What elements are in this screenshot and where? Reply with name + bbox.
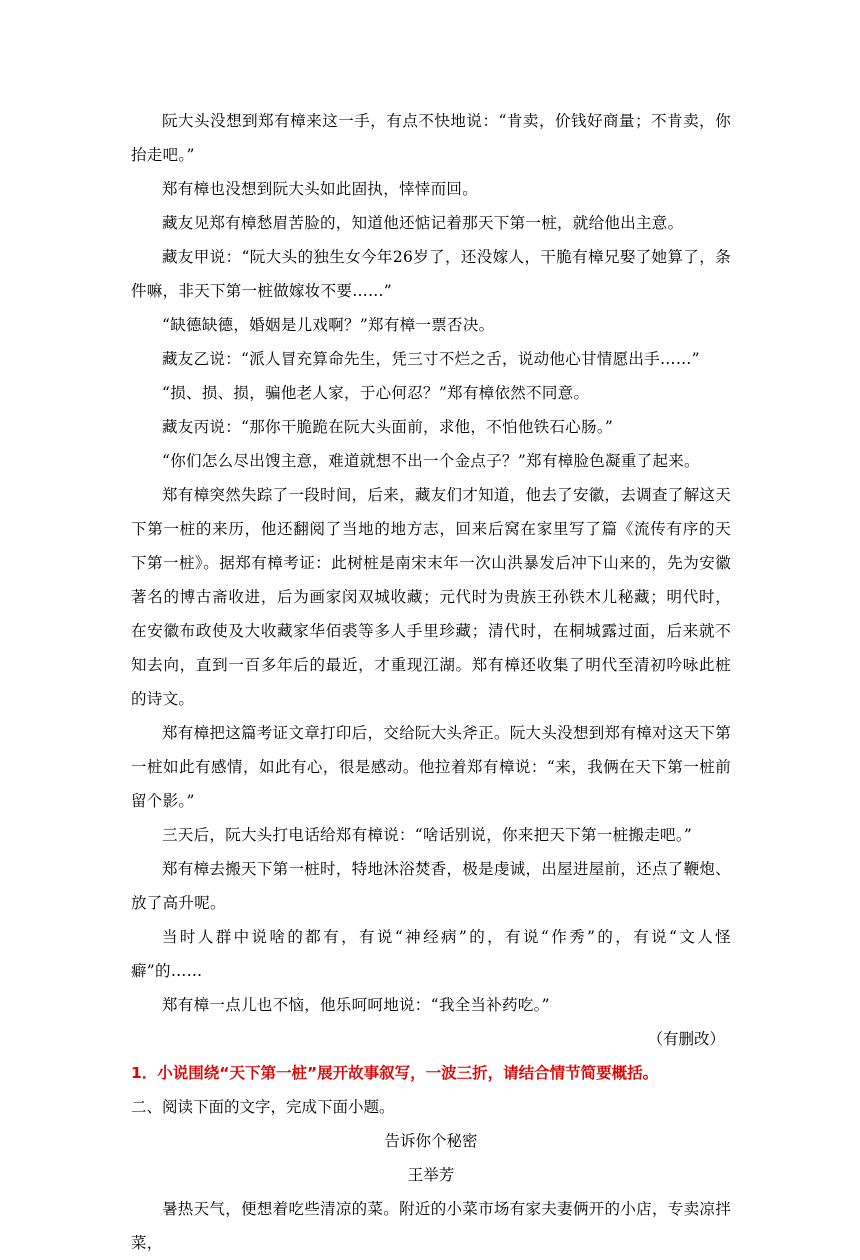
paragraph: 郑有樟突然失踪了一段时间，后来，藏友们才知道，他去了安徽，去调查了解这天下第一桩的来历，他还翻阅了当地的地方志，回来后窝在家里写了篇《流传有序的天下第一桩》。据郑有樟考证：此树桩是南宋末年一次山洪暴发后冲下山来的，先为安徽著名的博古斋收进，后为画家闵双城收藏；元代时为贵族王孙铁木儿秘藏；明代时，在安徽布政使及大收藏家华佰裘等多人手里珍藏；清代时，在桐城露过面，后来就不知去向，直到一百多年后的最近，才重现江湖。郑有樟还收集了明代至清初吟咏此桩的诗文。 [131,486,731,708]
paragraph: “你们怎么尽出馊主意，难道就想不出一个金点子？”郑有樟脸色凝重了起来。 [162,452,700,470]
paragraph: 藏友甲说：“阮大头的独生女今年26岁了，还没嫁人，干脆有樟兄娶了她算了，条件嘛，非天下第一桩做嫁妆不要……” [131,248,731,300]
story-author: 王举芳 [407,1166,455,1184]
document-body [131,104,731,1260]
paragraph: “损、损、损，骗他老人家，于心何忍？”郑有樟依然不同意。 [162,384,590,402]
paragraph: 郑有樟把这篇考证文章打印后，交给阮大头斧正。阮大头没想到郑有樟对这天下第一桩如此有感情，如此有心，很是感动。他拉着郑有樟说：“来，我俩在天下第一桩前留个影。” [131,724,731,810]
paragraph: 藏友丙说：“那你干脆跪在阮大头面前，求他，不怕他铁石心肠。” [162,418,614,436]
paragraph: 郑有樟一点儿也不恼，他乐呵呵地说：“我全当补药吃。” [162,996,550,1014]
paragraph: 三天后，阮大头打电话给郑有樟说：“啥话别说，你来把天下第一桩搬走吧。” [162,826,693,844]
question-1: 1．小说围绕“天下第一桩”展开故事叙写，一波三折，请结合情节简要概括。 [131,1064,659,1082]
paragraph: 藏友见郑有樟愁眉苦脸的，知道他还惦记着那天下第一桩，就给他出主意。 [162,214,684,232]
source-credit: （有删改） [647,1030,725,1048]
paragraph: 暑热天气，便想着吃些清凉的菜。附近的小菜市场有家夫妻俩开的小店，专卖凉拌菜， [131,1200,731,1252]
paragraph: “缺德缺德，婚姻是儿戏啊？”郑有樟一票否决。 [162,316,495,334]
section-heading: 二、阅读下面的文字，完成下面小题。 [131,1098,395,1116]
paragraph: 藏友乙说：“派人冒充算命先生，凭三寸不烂之舌，说动他心甘情愿出手……” [162,350,700,368]
paragraph: 阮大头没想到郑有樟来这一手，有点不快地说：“肯卖，价钱好商量；不肯卖，你抬走吧。” [131,112,731,164]
paragraph: 郑有樟去搬天下第一桩时，特地沐浴焚香，极是虔诚，出屋进屋前，还点了鞭炮、放了高升呢。 [131,860,731,912]
story-title: 告诉你个秘密 [384,1132,478,1150]
paragraph: 郑有樟也没想到阮大头如此固执，悻悻而回。 [162,180,479,198]
paragraph: 当时人群中说啥的都有，有说“神经病”的，有说“作秀”的，有说“文人怪癖”的…… [131,928,731,980]
